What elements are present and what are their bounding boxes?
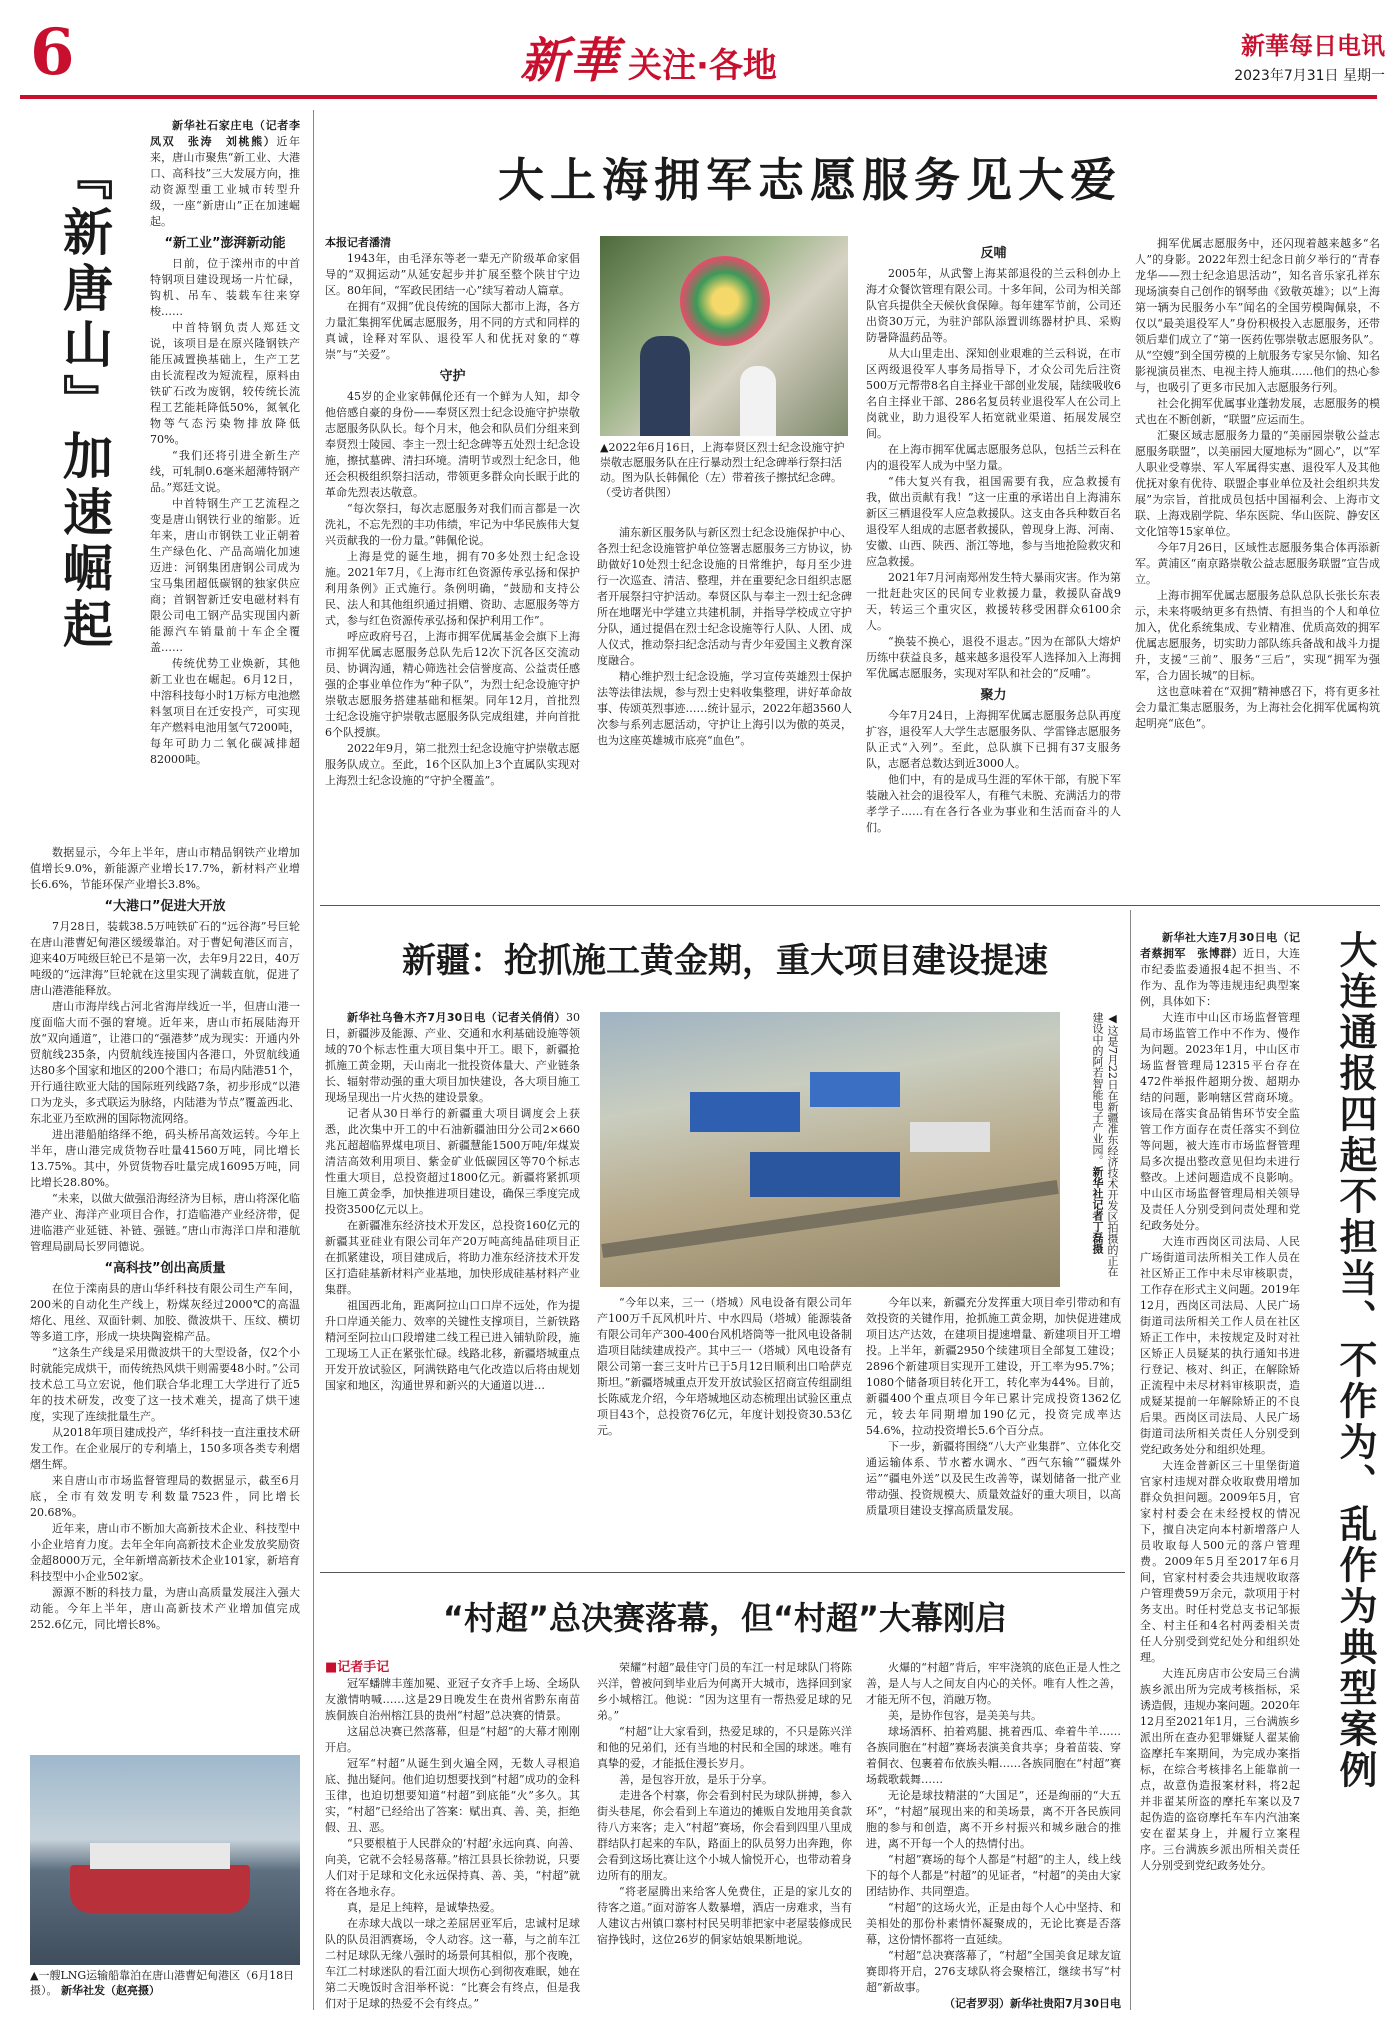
child-shape bbox=[740, 366, 776, 436]
reporter-notes-tag: ■记者手记 bbox=[325, 1660, 390, 1675]
paragraph: 来自唐山市市场监督管理局的数据显示，截至6月底，全市有效发明专利数量7523件，同比增长20.68%。 bbox=[30, 1474, 300, 1519]
paragraph: 在赤球大战以一球之差屈居亚军后，忠诚村足球队的队员泪洒赛场，令人动容。这一幕，与之前车江二村足球队无缘八强时的场景何其相似，那个夜晚，车江二村球迷队的看江面大坝伤心到彻夜难眠，她在第二天晚饭时含泪举杯说：“比赛会有终点，但是我们对于足球的热爱不会有终点。” bbox=[325, 1917, 580, 2010]
paragraph: 火爆的“村超”背后，牢牢浇筑的底色正是人性之善，是人与人之间友自内心的关怀。唯有人性之善，才能无所不包，消融万物。 bbox=[866, 1661, 1121, 1706]
paper-info bbox=[1155, 26, 1385, 86]
paragraph: 上海市拥军优属志愿服务总队总队长张长东表示，未来将吸纳更多有热情、有担当的个人和单位加入，优化系统集成、专业精准、优质高效的拥军优属志愿服务，切实助力部队练兵备战和战斗力提升，支援“三前”、服务“三后”，实现“拥军为强军，合力固长城”的目标。 bbox=[1135, 589, 1380, 682]
xinjiang-column-1: 新华社乌鲁木齐7月30日电（记者关俏俏）30日，新疆涉及能源、产业、交通和水利基础设施等领域的70个标志性重大项目集中开工。眼下，新疆抢抓施工黄金期，天山南北一批投资体量大、产业链条长、辐射带动强的重大项目加快建设，各大项目施工现场呈现出一片火热的建设景象。 记者从30日举行的新疆重大项目调度会上获悉，此次集中开工的中石油新疆油田分公司2×660兆瓦超超临界煤电项目、新疆慧能1500万吨/年煤炭清洁高效利用项目、紫金矿业低碳园区等70个标志性重大项目，总投资超过1800亿元。新疆将紧抓项目施工黄金季，加快推进项目建设，确保三季度完成投资3500亿元以上。 在新疆准东经济技术开发区，总投资160亿元的新疆其亚硅业有限公司年产20万吨高纯晶硅项目正在抓紧建设，项目建成后，将助力准东经济技术开发区打造硅基新材料产业基地，加快形成硅基材料产业集群。 祖国西北角，距离阿拉山口口岸不远处，作为提升口岸通关能力、效率的关键性支撑项目，兰新铁路精河至阿拉山口段增建二线工程已进入铺轨阶段，施工现场工人正在紧张忙碌。线路北移，新疆塔城重点开发开放试验区，阿满铁路电气化改造以后将由规划国家和地区，沟通世界和新兴的大通道以进… bbox=[325, 1011, 580, 1392]
paragraph: 祖国西北角，距离阿拉山口口岸不远处，作为提升口岸通关能力、效率的关键性支撑项目，兰新铁路精河至阿拉山口段增建二线工程已进入铺轨阶段，施工现场工人正在紧张忙碌。线路北移，新疆塔城重点开发开放试验区，阿满铁路电气化改造以后将由规划国家和地区，沟通世界和新兴的大通道以进… bbox=[325, 1299, 580, 1392]
cunchao-column-1 bbox=[325, 1660, 580, 2010]
paragraph: 真，是足上纯粹，是诚挚热爱。 bbox=[347, 1901, 501, 1914]
shanghai-subhead-shouhu: 守护 bbox=[439, 369, 466, 384]
shanghai-column-1 bbox=[325, 235, 580, 895]
paragraph: 从大山里走出、深知创业艰难的兰云科说，在市区两级退役军人事务局指导下，才众公司先后注资500万元帮带8名自主择业干部创业发展，陆续吸收6名自主择业干部、286名复员转业退役军人在公司上岗就业，助力退役军人拓宽就业渠道、拓展发展空间。 bbox=[866, 347, 1121, 440]
brand-logo: 新華 bbox=[520, 33, 621, 84]
cunchao-column-3 bbox=[866, 1660, 1121, 2010]
issue-date: 2023年7月31日 星期一 bbox=[1234, 68, 1385, 84]
paragraph: 荣耀“村超”最佳守门员的车江一村足球队门将陈兴洋，曾被问到毕业后为何离开大城市，选择回到家乡小城榕江。他说：“因为这里有一帮热爱足球的兄弟。” bbox=[597, 1661, 852, 1722]
paragraph: 浦东新区服务队与新区烈士纪念设施保护中心、各烈士纪念设施管护单位签署志愿服务三方协议，协助做好10处烈士纪念设施的日常维护，每月至少进行一次巡查、清洁、整理，并在重要纪念日组织志愿者开展祭扫守护活动。奉贤区队与奉主一烈士纪念碑所在地曙光中学建立共建机制，并指导学校成立守护分队，通过提倡在烈士纪念设施等行人队、人团、成人仪式，推动祭扫纪念活动与青少年爱国主义教育深度融合。 bbox=[597, 526, 852, 667]
section-masthead bbox=[520, 22, 880, 84]
paragraph: 球场酒杯、拍着鸡腿、挑着西瓜、牵着牛羊……各族同胞在“村超”赛场表演美食共享；身着苗装、穿着侗衣、包裹着布依族头帽……各族同胞在“村超”赛场载歌载舞…… bbox=[866, 1725, 1121, 1786]
column-rule bbox=[1130, 910, 1131, 2010]
paragraph: 今年以来，新疆充分发挥重大项目牵引带动和有效投资的关键作用，抢抓施工黄金期，加快促进建成项目达产达效，在建项目提速增量、新建项目开工增投。上半年，新疆2950个续建项目全部复工建设；2896个新建项目实现开工建设，开工率为95.7%；1080个储备项目转化开工，转化率为44%。目前，新疆400个重点项目今年已累计完成投资1362亿元，较去年同期增加190亿元，投资完成率达54.6%，拉动投资增长5.6个百分点。 bbox=[866, 1296, 1121, 1437]
paragraph: “村超”的这场火光，正是由每个人心中坚持、和美相处的那份朴素情怀凝聚成的，无论比赛是否落幕，这份情怀都将一直延续。 bbox=[866, 1901, 1121, 1946]
xinjiang-column-3 bbox=[866, 1295, 1121, 1565]
paragraph: 2021年7月河南郑州发生特大暴雨灾害。作为第一批赶赴灾区的民间专业救援力量，救援队奋战9天，转运三个重灾区，救援转移受困群众6100余人。 bbox=[866, 571, 1121, 632]
industrial-photo-credit: 新华社记者丁磊摄 bbox=[1091, 1166, 1104, 1254]
paragraph: 无论是球技精湛的“大国足”，还是绚丽的“大五环”，“村超”展现出来的和美场景，离不开各民族同胞的参与和创造，离不开乡村振兴和城乡融合的推进，离不开每一个人的热情付出。 bbox=[866, 1789, 1121, 1850]
paragraph: 这届总决赛已然落幕，但是“村超”的大幕才刚刚开启。 bbox=[325, 1725, 580, 1754]
paragraph: 下一步，新疆将围绕“八大产业集群”、立体化交通运输体系、节水蓄水调水、“西气东输”“疆煤外运”“疆电外送”以及民生改善等，谋划储备一批产业带动强、投资规模大、质量效益好的重大项目，以高质量项目建设支撑高质量发展。 bbox=[866, 1440, 1121, 1517]
shanghai-headline: 大上海拥军志愿服务见大爱 bbox=[498, 153, 1122, 207]
shanghai-column-3 bbox=[866, 240, 1121, 895]
paragraph: 进出港船舶络绎不绝，码头桥吊高效运转。今年上半年，唐山港完成货物吞吐量41560万吨，同比增长13.75%。其中，外贸货物吞吐量完成16095万吨，同比增长28.80%。 bbox=[30, 1128, 300, 1189]
wreath-shape bbox=[680, 256, 770, 346]
paragraph: 冠军蟠牌丰莲加冕、亚冠子女齐手上场、全场队友激情呐喊……这是29日晚发生在贵州省黔东南苗族侗族自治州榕江县的贵州“村超”总决赛的情景。 bbox=[325, 1677, 580, 1722]
column-rule bbox=[313, 110, 314, 2010]
shanghai-byline: 本报记者潘清 bbox=[325, 236, 391, 249]
paragraph: 2005年，从武警上海某部退役的兰云科创办上海才众餐饮管理有限公司。十多年间，公司为相关部队官兵提供全天候伙食保障。每年建军节前，公司还出资30万元，为驻沪部队添置训练器材护具、采购防暑降温药品等。 bbox=[866, 267, 1121, 344]
paragraph: “村超”让大家看到，热爱足球的，不只是陈兴洋和他的兄弟们，还有当地的村民和全国的球迷。唯有真挚的爱，才能抵住漫长岁月。 bbox=[597, 1725, 852, 1770]
paragraph: 在新疆准东经济技术开发区，总投资160亿元的新疆其亚硅业有限公司年产20万吨高纯晶硅项目正在抓紧建设，项目建成后，将助力准东经济技术开发区打造硅基新材料产业基地，加快形成硅基材料产业集群。 bbox=[325, 1219, 580, 1296]
paragraph: 45岁的企业家韩佩伦还有一个鲜为人知，却令他倍感自豪的身份——奉贤区烈士纪念设施守护崇敬志愿服务队队长。每个月末，他会和队员们分组来到奉贤烈士陵园、李主一烈士纪念碑等五处烈士纪念设施，擦拭墓碑、清扫环境。清明节或烈士纪念日，他还会积极组织祭扫活动，带领更多群众向长眠于此的革命先烈表达敬意。 bbox=[325, 390, 580, 499]
paragraph: 源源不断的科技力量，为唐山高质量发展注入强大动能。今年上半年，唐山高新技术产业增加值完成252.6亿元，同比增长8%。 bbox=[30, 1586, 300, 1631]
paragraph: “今年以来，三一（塔城）风电设备有限公司年产100万千瓦风机叶片、中水四局（塔城）能源装备有限公司年产300-400台风机塔筒等一批风电设备制造项目陆续建成投产。其中三一（塔城）风电设备有限公司第一套三支叶片已于5月12日顺利出口哈萨克斯坦。”新疆塔城重点开发开放试验区招商宣传组副组长陈威龙介绍，今年塔城地区动态梳理出试验区重点项目43个，总投资76亿元，年度计划投资30.53亿元。 bbox=[597, 1296, 852, 1437]
paragraph: 中首特钢生产工艺流程之变是唐山钢铁行业的缩影。近年来，唐山市钢铁工业正朝着生产绿色化、产品高端化加速迈进：河钢集团唐钢公司成为宝马集团超低碳钢的独家供应商；首钢智新迁安电磁材料有限公司电工钢产品实现国内新能源汽车销量前十车企全覆盖…… bbox=[150, 497, 300, 654]
paragraph: 大连瓦房店市公安局三台满族乡派出所为完成考核指标，采诱造假，违规办案问题。2020年12月至2021年1月，三台满族乡派出所在查办犯罪嫌疑人翟某偷盗摩托车案期间，为完成办案指标，在综合考核排名上能靠前一点，故意伪造报案材料，将2起并非翟某所盗的摩托车案以及7起伪造的盗窃摩托车车内汽油案安在翟某身上，并履行立案程序。三台满族乡派出所相关责任人分别受到党纪政务处分。 bbox=[1140, 1667, 1300, 1872]
tangshan-vertical-title: 『新唐山』加速崛起 bbox=[55, 150, 113, 654]
memorial-photo bbox=[600, 236, 848, 436]
paragraph: 数据显示，今年上半年，唐山市精品钢铁产业增加值增长9.0%，新能源产业增长17.7%，新材料产业增长6.6%，节能环保产业增长3.8%。 bbox=[30, 846, 300, 891]
paragraph: 走进各个村寨，你会看到村民为球队拼搏，参入街头巷尾，你会看到上车道边的摊贩自发地用美食款待八方来客；走入“村超”赛场，你会看到四里八里成群结队打起来的车队，路面上的队员努力出奔跑，你会看到这场比赛让这个小城人愉悦开心，也带动着身边所有的朋友。 bbox=[597, 1789, 852, 1882]
section-divider bbox=[320, 905, 1380, 906]
memorial-photo-caption: ▲2022年6月16日，上海奉贤区烈士纪念设施守护崇敬志愿服务队在庄行暴动烈士纪念碑举行祭扫活动。图为队长韩佩伦（左）带着孩子擦拭纪念碑。（受访者供图） bbox=[600, 441, 845, 499]
paragraph: 这也意味着在“双拥”精神感召下，将有更多社会力量汇集志愿服务，为上海社会化拥军优属构筑起明亮“底色”。 bbox=[1135, 685, 1380, 730]
shanghai-column-4 bbox=[1135, 236, 1380, 896]
paragraph: “未来，以做大做强沿海经济为目标，唐山将深化临港产业、海洋产业项目合作，打造临港产业经济带，促进临港产业延链、补链、强链。”唐山市海洋口岸和港航管理局副局长罗同德说。 bbox=[30, 1192, 300, 1253]
building-shape bbox=[750, 1152, 900, 1197]
industrial-park-photo bbox=[600, 1012, 1060, 1287]
paragraph: “伟大复兴有我，祖国需要有我，应急救援有我，做出贡献有我！”这一庄重的承诺出自上海浦东新区三栖退役军人应急救援队。这支由各兵种数百名退役军人组成的志愿者救援队，曾现身上海、河南、安徽、山西、陕西、浙江等地，参与当地抢险救灾和应急救援。 bbox=[866, 475, 1121, 568]
paragraph: 上海是党的诞生地，拥有70多处烈士纪念设施。2021年7月，《上海市红色资源传承弘扬和保护利用条例》正式施行。条例明确，“鼓励和支持公民、法人和其他组织通过捐赠、资助、志愿服务等方式，参与红色资源传承弘扬和保护利用工作”。 bbox=[325, 550, 580, 627]
paragraph: 2022年9月，第二批烈士纪念设施守护崇敬志愿服务队成立。至此，16个区队加上3个直属队实现对上海烈士纪念设施的“守护全覆盖”。 bbox=[325, 742, 580, 787]
lng-photo-caption: ▲一艘LNG运输船靠泊在唐山港曹妃甸港区（6月18日摄）。 新华社发（赵亮摄） bbox=[30, 1969, 295, 1997]
paragraph: 近年来，唐山市不断加大高新技术企业、科技型中小企业培育力度。去年全年向高新技术企业发放奖励资金超8000万元，全年新增高新技术企业101家，新培育科技型中小企业502家。 bbox=[30, 1522, 300, 1583]
ship-hull-shape bbox=[70, 1865, 250, 1913]
paragraph: 唐山市海岸线占河北省海岸线近一半，但唐山港一度面临大而不强的窘境。近年来，唐山市拓展陆海开放“双向通道”，让港口的“强港梦”成为现实：开通内外贸航线235条，内贸航线连接国内各港口，外贸航线通达80多个国家和地区的200个港口；布局内陆港51个，开行通往欧亚大陆的国际班列线路7条，初步形成“以港口为龙头，多式联运为脉络，内陆港为节点”覆盖西北、东北亚乃至欧洲的国际物流网络。 bbox=[30, 1000, 300, 1125]
paragraph: 1943年，由毛泽东等老一辈无产阶级革命家倡导的“双拥运动”从延安起步并扩展至整个陕甘宁边区。80年间，“军政民团结一心”续写着动人篇章。 bbox=[325, 252, 580, 297]
paragraph: 大连市中山区市场监督管理局市场监管工作中不作为、慢作为问题。2023年1月，中山区市场监督管理局12315平台存在472件举报件超期分拨、超期办结的问题，影响辖区营商环境。该局在落实食品销售环节安全监管工作方面存在责任落实不到位等问题，被大连市市场监督管理局多次提出整改意见但均未进行整改。上述问题造成不良影响。中山区市场监督管理局相关领导及责任人分别受到问责处理和党纪政务处分。 bbox=[1140, 1011, 1300, 1232]
tangshan-subhead-1: “新工业”澎湃新动能 bbox=[164, 236, 286, 251]
xinjiang-headline: 新疆：抢抓施工黄金期，重大项目建设提速 bbox=[402, 941, 1048, 981]
tangshan-top-column: 新华社石家庄电（记者李凤双 张涛 刘桃熊）近年来，唐山市聚焦“新工业、大港口、高科技”三大发展方向，推动资源型重工业城市转型升级，一座“新唐山”正在加速崛起。 “新工业”澎湃新动能 日前，位于滦州市的中首特钢项目建设现场一片忙碌，钩机、吊车、装载车往来穿梭…… 中首特钢负责人郑廷文说，该项目是在原兴隆钢铁产能压减置换基础上，生产工艺由长流程改为短流程，原料由铁矿石改为废钢，较传统长流程工艺能耗降低50%，氮氧化物等气态污染物排放降低70%。 “我们还将引进全新生产线，可轧制0.6毫米超薄特钢产品。”郑廷文说。 中首特钢生产工艺流程之变是唐山钢铁行业的缩影。近年来，唐山市钢铁工业正朝着生产绿色化、产品高端化加速迈进：河钢集团唐钢公司成为宝马集团超低碳钢的独家供应商；首钢智新迁安电磁材料有限公司电工钢产品实现国内新能源汽车销量前十车企全覆盖…… 传统优势工业焕新，其他新工业也在崛起。6月12日，中溶科技每小时1万标方电池燃料氢项目在迁安投产，可实现年产燃料电池用氢气7200吨，每年可助力二氧化碳减排超82000吨。 bbox=[150, 119, 300, 766]
paragraph: “这条生产线是采用微波烘干的大型设备，仅2个小时就能完成烘干，而传统热风烘干则需要48小时。”公司技术总工马立宏说，他们联合华北理工大学进行了近5年的技术研发，改变了这一技术难关，提高了烘干速度，实现了连续批量生产。 bbox=[30, 1346, 300, 1423]
shanghai-subhead-fanbu: 反哺 bbox=[980, 246, 1007, 261]
paragraph: “村超”赛场的每个人都是“村超”的主人，线上线下的每个人都是“村超”的见证者，“村超”的美由大家团结协作、共同塑造。 bbox=[866, 1853, 1121, 1898]
lng-photo-credit: 新华社发（赵亮摄） bbox=[61, 1984, 160, 1997]
shanghai-subhead-juli: 聚力 bbox=[980, 688, 1007, 703]
building-shape bbox=[910, 1122, 990, 1152]
paragraph: “村超”总决赛落幕了，“村超”全国美食足球友谊赛即将开启，276支球队将会聚榕江，继续书写“村超”新故事。 bbox=[866, 1949, 1121, 1994]
paragraph: “每次祭扫，每次志愿服务对我们而言都是一次洗礼，不忘先烈的丰功伟绩，牢记为中华民族伟大复兴贡献我的一份力量。”韩佩伦说。 bbox=[325, 502, 580, 547]
paragraph: 大连市西岗区司法局、人民广场街道司法所相关工作人员在社区矫正工作中未尽审核职责，工作存在形式主义问题。2019年12月，西岗区司法局、人民广场街道司法所相关工作人员在社区矫正工作中，未按规定及时对社区矫正人员疑某的执行通知书进行登记、核对、纠正，在解除矫正流程中未尽材料审核职责，造成疑某提前一年解除矫正的不良后果。西岗区司法局、人民广场街道司法所相关责任人分别受到党纪政务处分和组织处理。 bbox=[1140, 1235, 1300, 1456]
paragraph: 大连金普新区三十里堡街道官家村违规对群众收取费用增加群众负担问题。2009年5月，官家村村委会在未经授权的情况下，擅自决定向本村新增落户人员收取每人500元的落户管理费。2009年5月至2017年6月间，官家村村委会共违规收取落户管理费59万余元，款项用于村务支出。时任村党总支书记邹振全、村主任和4名村两委相关责任人分别受到党纪处分和组织处理。 bbox=[1140, 1459, 1300, 1664]
paragraph: 冠军“村超”从诞生到火遍全网，无数人寻根追底、抛出疑问。他们迫切想要找到“村超”成功的金科玉律，也迫切想要知道“村超”到底能“火”多久。其实，“村超”已经给出了答案：赋出真、善、美，拒绝假、丑、恶。 bbox=[325, 1757, 580, 1834]
paragraph: 在位于滦南县的唐山华纤科技有限公司生产车间，200米的自动化生产线上，粉煤灰经过2000℃的高温熔化、甩丝、双面针刺、加胶、微波烘干、压纹、横切等多道工序，形成一块块陶瓷棉产品。 bbox=[30, 1282, 300, 1343]
paragraph: 在上海市拥军优属志愿服务总队，包括兰云科在内的退役军人成为中坚力量。 bbox=[866, 443, 1121, 472]
tangshan-subhead-2: “大港口”促进大开放 bbox=[104, 899, 226, 914]
paragraph: 精心维护烈士纪念设施，学习宣传英雄烈士保护法等法律法规，参与烈士史料收集整理，讲好革命故事、传颂英烈事迹……统计显示，2022年超3560人次参与系列志愿活动，守护让上海引以为傲的英灵，也为这座英雄城市底亮“血色”。 bbox=[597, 670, 852, 747]
building-shape bbox=[810, 1072, 900, 1107]
paragraph: 呼应政府号召，上海市拥军优属基金会旗下上海市拥军优属志愿服务总队先后12次下沉各区交流动员、协调沟通，精心筛选社会信誉度高、公益责任感强的企事业单位作为“种子队”，为烈士纪念设施守护崇敬志愿服务搭建基础和框架。同年12月，首批烈士纪念设施守护崇敬志愿服务队完成组建，并向首批6个队授旗。 bbox=[325, 630, 580, 739]
page-number: 6 bbox=[30, 18, 75, 88]
paragraph: 今年7月24日，上海拥军优属志愿服务总队再度扩容，退役军人大学生志愿服务队、学雷锋志愿服务队正式“入列”。至此，总队旗下已拥有37支服务队，志愿者总数达到近3000人。 bbox=[866, 709, 1121, 770]
paragraph: 传统优势工业焕新，其他新工业也在崛起。6月12日，中溶科技每小时1万标方电池燃料氢项目在迁安投产，可实现年产燃料电池用氢气7200吨，每年可助力二氧化碳减排超82000吨。 bbox=[150, 657, 300, 766]
dalian-vertical-title: 大连通报四起不担当、不作为、乱作为典型案例 bbox=[1333, 930, 1377, 1791]
header-rule bbox=[20, 95, 1377, 99]
paragraph: 日前，位于滦州市的中首特钢项目建设现场一片忙碌，钩机、吊车、装载车往来穿梭…… bbox=[150, 257, 300, 318]
cunchao-credit: （记者罗羽）新华社贵阳7月30日电 bbox=[944, 1997, 1121, 2010]
xinjiang-dateline: 新华社乌鲁木齐7月30日电（记者关俏俏） bbox=[347, 1011, 566, 1024]
paragraph: 拥军优属志愿服务中，还闪现着越来越多“名人”的身影。2022年烈士纪念日前夕举行的“青春龙华——烈士纪念追思活动”，知名音乐家孔祥东现场演奏自己创作的钢琴曲《致敬英雄》；以“上海第一辆为民服务小车”闻名的全国劳模陶佩泉，不仅以“最美退役军人”身份积极投入志愿服务，还带领后辈们成立了“第一医药佐鄂崇敬志愿服务队”。从“空嫂”到全国劳模的上航服务专家吴尔愉、知名影视演员崔杰、电视主持人施琪……他们的热心参与，也吸引了更多市民加入志愿服务行列。 bbox=[1135, 237, 1380, 394]
ship-deck-shape bbox=[90, 1843, 230, 1869]
section-divider bbox=[320, 1572, 1125, 1573]
paragraph: “换装不换心，退役不退志。”因为在部队大熔炉历练中获益良多，越来越多退役军人选择加入上海拥军优属志愿服务，实现对军队和社会的“反哺”。 bbox=[866, 635, 1121, 680]
paragraph: 社会化拥军优属事业蓬勃发展，志愿服务的模式也在不断创新，“联盟”应运而生。 bbox=[1135, 397, 1380, 426]
paragraph: “我们还将引进全新生产线，可轧制0.6毫米超薄特钢产品。”郑廷文说。 bbox=[150, 449, 300, 494]
section-title: 关注·各地 bbox=[628, 46, 777, 84]
dalian-column: 新华社大连7月30日电（记者蔡拥军 张博群）近日，大连市纪委监委通报4起不担当、不作为、乱作为等违规违纪典型案例，具体如下： 大连市中山区市场监督管理局市场监管工作中不作为、慢作为问题。2023年1月，中山区市场监督管理局12315平台存在472件举报件超期分拨、超期办结的问题，影响辖区营商环境。该局在落实食品销售环节安全监管工作方面存在责任落实不到位等问题，被大连市市场监督管理局多次提出整改意见但均未进行整改。上述问题造成不良影响。中山区市场监督管理局相关领导及责任人分别受到问责处理和党纪政务处分。 大连市西岗区司法局、人民广场街道司法所相关工作人员在社区矫正工作中未尽审核职责，工作存在形式主义问题。2019年12月，西岗区司法局、人民广场街道司法所相关工作人员在社区矫正工作中，未按规定及时对社区矫正人员疑某的执行通知书进行登记、核对、纠正，在解除矫正流程中未尽材料审核职责，造成疑某提前一年解除矫正的不良后果。西岗区司法局、人民广场街道司法所相关责任人分别受到党纪政务处分和组织处理。 大连金普新区三十里堡街道官家村违规对群众收取费用增加群众负担问题。2009年5月，官家村村委会在未经授权的情况下，擅自决定向本村新增落户人员收取每人500元的落户管理费。2009年5月至2017年6月间，官家村村委会共违规收取落户管理费59万余元，款项用于村务支出。时任村党总支书记邹振全、村主任和4名村两委相关责任人分别受到党纪处分和组织处理。 大连瓦房店市公安局三台满族乡派出所为完成考核指标，采诱造假，违规办案问题。2020年12月至2021年1月，三台满族乡派出所在查办犯罪嫌疑人翟某偷盗摩托车案期间，为完成办案指标，在综合考核排名上能靠前一点，故意伪造报案材料，将2起并非翟某所盗的摩托车案以及7起伪造的盗窃摩托车车内汽油案安在翟某身上，并履行立案程序。三台满族乡派出所相关责任人分别受到党纪政务处分。 bbox=[1140, 931, 1300, 1872]
paper-name: 新華每日电讯 bbox=[1241, 31, 1385, 60]
lng-ship-photo bbox=[30, 1755, 300, 1965]
paragraph: “只要根植于人民群众的‘村超’永远向真、向善、向美，它就不会轻易落幕。”榕江县县长徐勃说，只要人们对于足球和文化永远保持真、善、美，“村超”就将在各地永存。 bbox=[325, 1837, 580, 1898]
shanghai-column-2 bbox=[597, 525, 852, 895]
dalian-dateline: 新华社大连7月30日电（记者蔡拥军 张博群） bbox=[1140, 931, 1300, 960]
building-shape bbox=[690, 1092, 800, 1132]
tangshan-subhead-3: “高科技”创出高质量 bbox=[104, 1261, 226, 1276]
paragraph: 记者从30日举行的新疆重大项目调度会上获悉，此次集中开工的中石油新疆油田分公司2×660兆瓦超超临界煤电项目、新疆慧能1500万吨/年煤炭清洁高效利用项目、紫金矿业低碳园区等70个标志性重大项目，总投资超过1800亿元。新疆将紧抓项目施工黄金季，加快推进项目建设，确保三季度完成投资3500亿元以上。 bbox=[325, 1107, 580, 1216]
paragraph: 汇聚区域志愿服务力量的“美丽园崇敬公益志愿服务联盟”，以美丽园大厦地标为“圆心”，以“军人职业受尊崇、军人军属得实惠、退役军人及其他优抚对象有优待、联盟企事业单位及社会组织共发展”为宗旨，首批成员包括中国福利会、上海市文联、上海戏剧学院、华东医院、华山医院、静安区文化馆等15家单位。 bbox=[1135, 429, 1380, 538]
paragraph: 他们中，有的是成马生涯的军休干部，有脱下军装融入社会的退役军人，有稚气未脱、充满活力的带孝学子……有在各行各业为事业和生活而奋斗的人们。 bbox=[866, 773, 1121, 834]
xinjiang-column-2 bbox=[597, 1295, 852, 1565]
tangshan-dateline: 新华社石家庄电（记者李凤双 张涛 刘桃熊） bbox=[150, 119, 300, 148]
paragraph: 善，是包容开放，是乐于分享。 bbox=[619, 1773, 773, 1786]
tangshan-lower-column bbox=[30, 845, 300, 1750]
cunchao-column-2 bbox=[597, 1660, 852, 2010]
paragraph: 在拥有“双拥”优良传统的国际大都市上海，各方力量汇集拥军优属志愿服务，用不同的方式和同样的真诚，诠释对军队、退役军人和优抚对象的“尊崇”与“关爱”。 bbox=[325, 300, 580, 361]
paragraph: 今年7月26日，区域性志愿服务集合体再添新军。黄浦区“南京路崇敬公益志愿服务联盟”宣告成立。 bbox=[1135, 541, 1380, 586]
industrial-photo-caption: ◀这是7月22日在新疆准东经济技术开发区拍摄的正在建设中的阿若智能电子产业园。新华社记者丁磊摄 bbox=[1091, 1012, 1119, 1277]
cunchao-headline: “村超”总决赛落幕，但“村超”大幕刚启 bbox=[442, 1599, 1008, 1637]
paragraph: 从2018年项目建成投产，华纤科技一直注重技术研发工作。在企业展厅的专利墙上，150多项各类专利熠熠生辉。 bbox=[30, 1426, 300, 1471]
paragraph: “将老屋腾出来给客人免费住，正是的家儿女的待客之道。”面对游客人数暴增，酒店一房难求，当有人建议古州镇口寨村村民吴明菲把家中老屋装修成民宿挣钱时，这位26岁的侗家姑娘果断地说。 bbox=[597, 1885, 852, 1946]
paragraph: 美，是协作包容，是美美与共。 bbox=[888, 1709, 1042, 1722]
paragraph: 中首特钢负责人郑廷文说，该项目是在原兴隆钢铁产能压减置换基础上，生产工艺由长流程改为短流程，原料由铁矿石改为废钢，较传统长流程工艺能耗降低50%，氮氧化物等气态污染物排放降低70%。 bbox=[150, 321, 300, 446]
paragraph: 7月28日，装载38.5万吨铁矿石的“远谷海”号巨轮在唐山港曹妃甸港区缓缓靠泊。对于曹妃甸港区而言，迎来40万吨级巨轮已不是第一次，去年9月22日，40万吨级的“远津海”巨轮就在这里实现了满载直航，促进了唐山港港能释放。 bbox=[30, 920, 300, 997]
person-shape bbox=[640, 336, 690, 436]
